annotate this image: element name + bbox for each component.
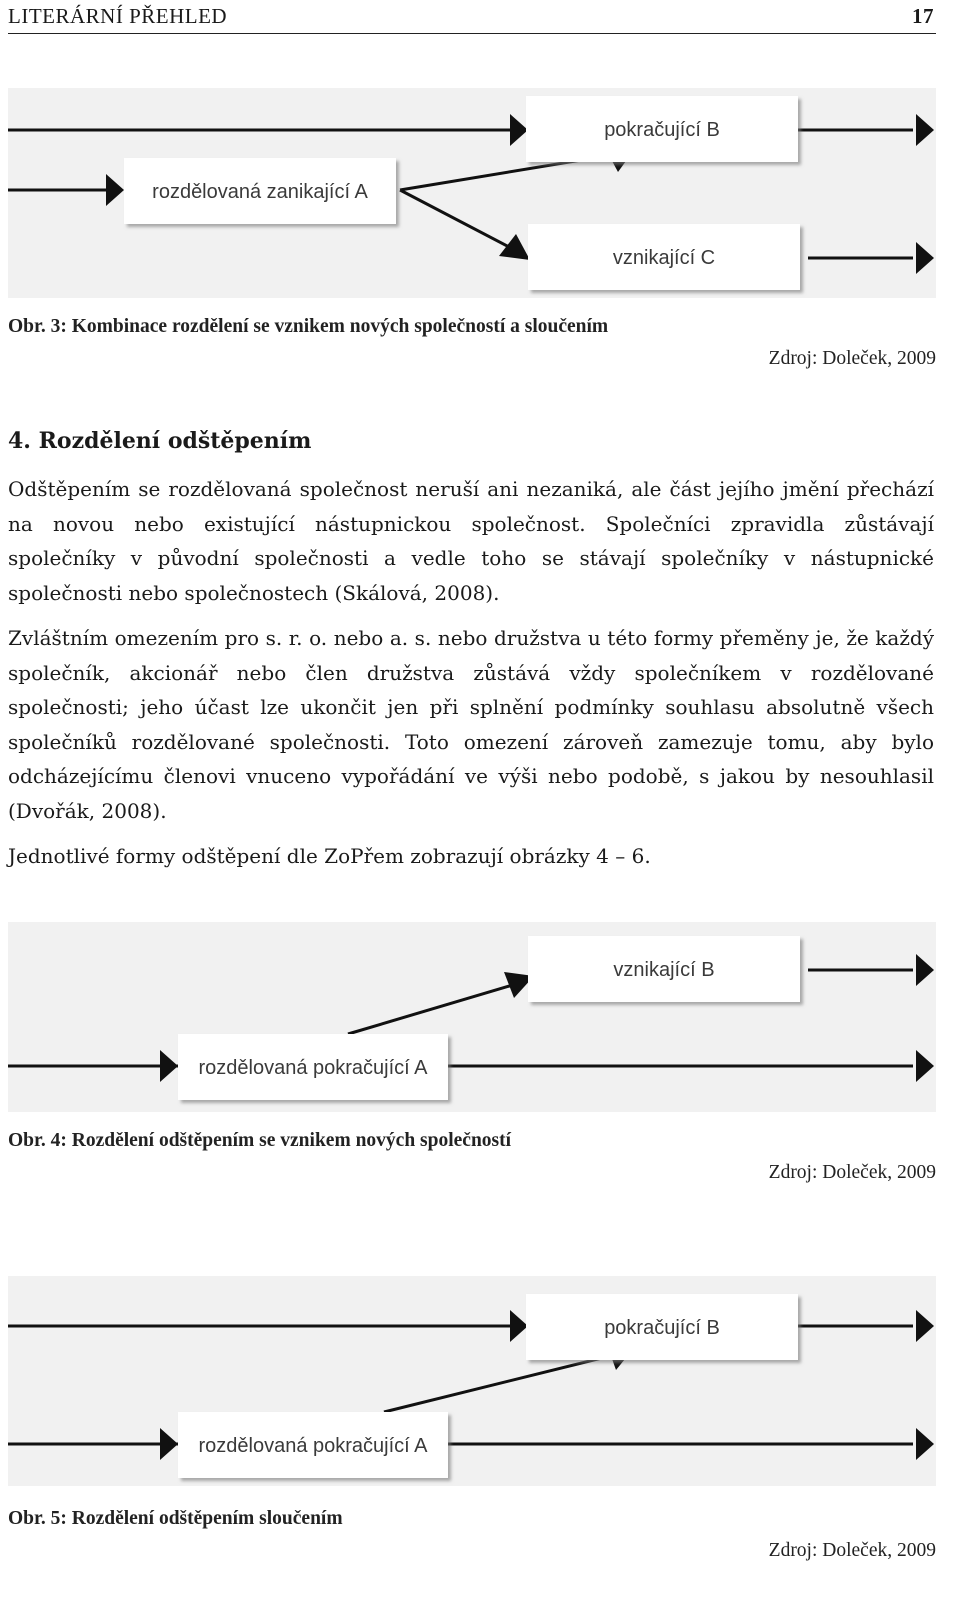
box-a-label: rozdělovaná pokračující A (198, 1435, 428, 1457)
figure-4-source: Zdroj: Doleček, 2009 (768, 1162, 936, 1183)
paragraph-1: Odštěpením se rozdělovaná společnost neruší ani nezaniká, ale část jejího jmění přechází na novou nebo existující nástupnickou společnost. Společníci zpravidla zůstávají společníky v původní společnosti a vedle toho se stávají společníky v nástupnické společnosti nebo společnostech (Skálová, 2008). (8, 477, 934, 605)
paragraph-2: Zvláštním omezením pro s. r. o. nebo a. s. nebo družstva u této formy přeměny je, že každý společník, akcionář nebo člen družstva zůstává vždy společníkem v rozdělované společnosti; jeho účast lze ukončit jen při splnění podmínky souhlasu absolutně všech společníků rozdělované společnosti. Toto omezení zároveň zamezuje tomu, aby bylo odcházejícímu členovi vnuceno vypořádání ve výši nebo podobě, s jakou by nesouhlasil (Dvořák, 2008). (8, 626, 934, 823)
box-a (178, 1034, 448, 1100)
box-a (124, 158, 396, 224)
box-c-label: vznikající C (612, 247, 716, 269)
figure-3-source: Zdroj: Doleček, 2009 (768, 348, 936, 369)
figure-5-caption: Obr. 5: Rozdělení odštěpením sloučením (8, 1508, 343, 1529)
box-b-label: pokračující B (604, 1317, 720, 1339)
section-heading: 4. Rozdělení odštěpením (8, 428, 312, 454)
box-b-label: pokračující B (604, 119, 720, 141)
box-b (526, 96, 798, 162)
box-b (528, 936, 800, 1002)
box-a-label: rozdělovaná zanikající A (152, 181, 368, 203)
box-c (528, 224, 800, 290)
figure-5-source: Zdroj: Doleček, 2009 (768, 1540, 936, 1561)
box-b (526, 1294, 798, 1360)
figure-5-diagram (8, 1276, 936, 1486)
figure-4-caption: Obr. 4: Rozdělení odštěpením se vznikem nových společností (8, 1130, 512, 1151)
box-a-label: rozdělovaná pokračující A (198, 1057, 428, 1079)
running-header (8, 2, 936, 34)
box-b-label: vznikající B (613, 959, 715, 981)
figure-3-caption: Obr. 3: Kombinace rozdělení se vznikem nových společností a sloučením (8, 316, 609, 337)
paragraph-3: Jednotlivé formy odštěpení dle ZoPřem zobrazují obrázky 4 – 6. (8, 844, 651, 868)
header-title: LITERÁRNÍ PŘEHLED (8, 4, 228, 28)
page-number: 17 (912, 4, 934, 28)
box-a (178, 1412, 448, 1478)
figure-3-diagram (8, 88, 936, 298)
figure-4-diagram (8, 922, 936, 1112)
